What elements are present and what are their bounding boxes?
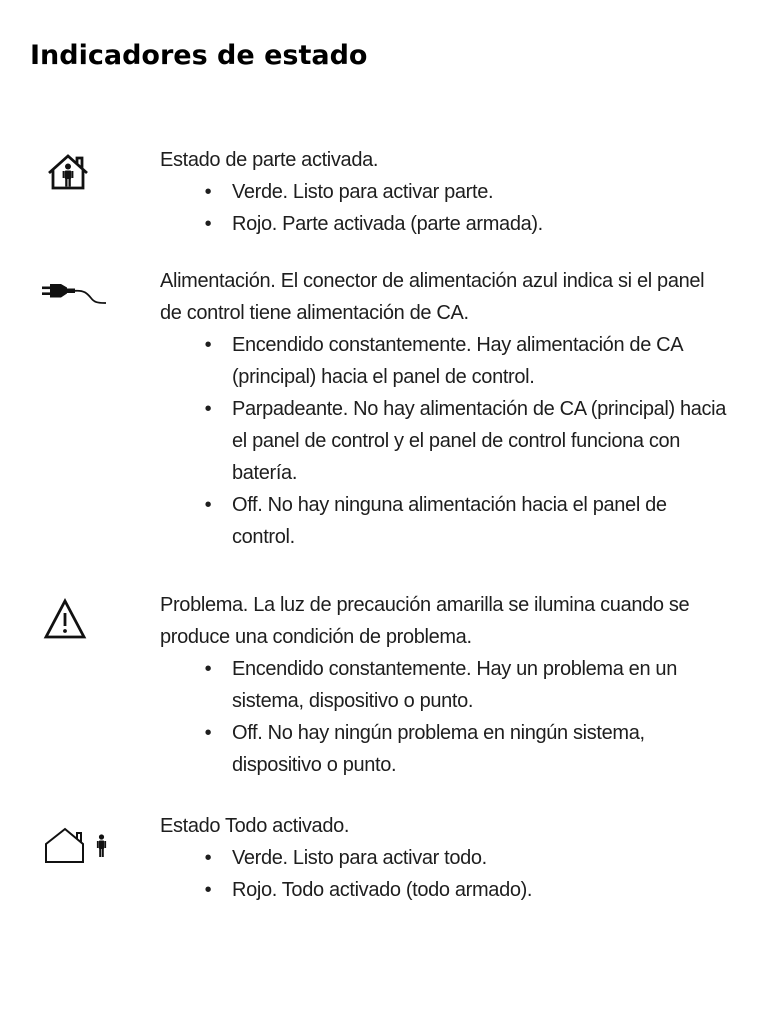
entry-body [160, 810, 730, 906]
list-item: • Parpadeante. No hay alimentación de CA (principal) hacia el panel de control y el panel de control funciona con batería. [232, 393, 730, 489]
entry-body [160, 589, 730, 781]
page-title: Indicadores de estado [30, 40, 368, 71]
list-item: • Off. No hay ningún problema en ningún sistema, dispositivo o punto. [232, 717, 730, 781]
bullet: • [204, 847, 212, 869]
bullet: • [204, 213, 212, 235]
bullet: • [204, 879, 212, 901]
entry-body [160, 265, 730, 553]
entry-intro: Alimentación. El conector de alimentación azul indica si el panel de control tiene alimentación de CA. [160, 270, 705, 324]
list-item: • Encendido constantemente. Hay un problema en un sistema, dispositivo o punto. [232, 653, 730, 717]
list-item: • Rojo. Todo activado (todo armado). [232, 874, 730, 906]
list-item: • Rojo. Parte activada (parte armada). [232, 208, 730, 240]
list-item: • Verde. Listo para activar parte. [232, 176, 730, 208]
bullet: • [204, 181, 212, 203]
entry-intro: Estado Todo activado. [160, 815, 350, 837]
entry-intro: Estado de parte activada. [160, 149, 379, 171]
power-plug-icon [40, 273, 112, 317]
warning-triangle-icon [40, 593, 112, 637]
entry-list [160, 329, 730, 553]
entry-body [160, 144, 730, 240]
bullet: • [204, 334, 212, 356]
house-with-person-inside-icon [40, 150, 112, 194]
entry-list [160, 176, 730, 240]
list-item: • Verde. Listo para activar todo. [232, 842, 730, 874]
house-with-person-outside-icon [40, 824, 112, 868]
list-item: • Encendido constantemente. Hay alimentación de CA (principal) hacia el panel de control. [232, 329, 730, 393]
bullet: • [204, 658, 212, 680]
entry-list [160, 653, 730, 781]
list-item: • Off. No hay ninguna alimentación hacia el panel de control. [232, 489, 730, 553]
bullet: • [204, 494, 212, 516]
bullet: • [204, 722, 212, 744]
bullet: • [204, 398, 212, 420]
entry-list [160, 842, 730, 906]
entry-intro: Problema. La luz de precaución amarilla se ilumina cuando se produce una condición de problema. [160, 594, 690, 648]
